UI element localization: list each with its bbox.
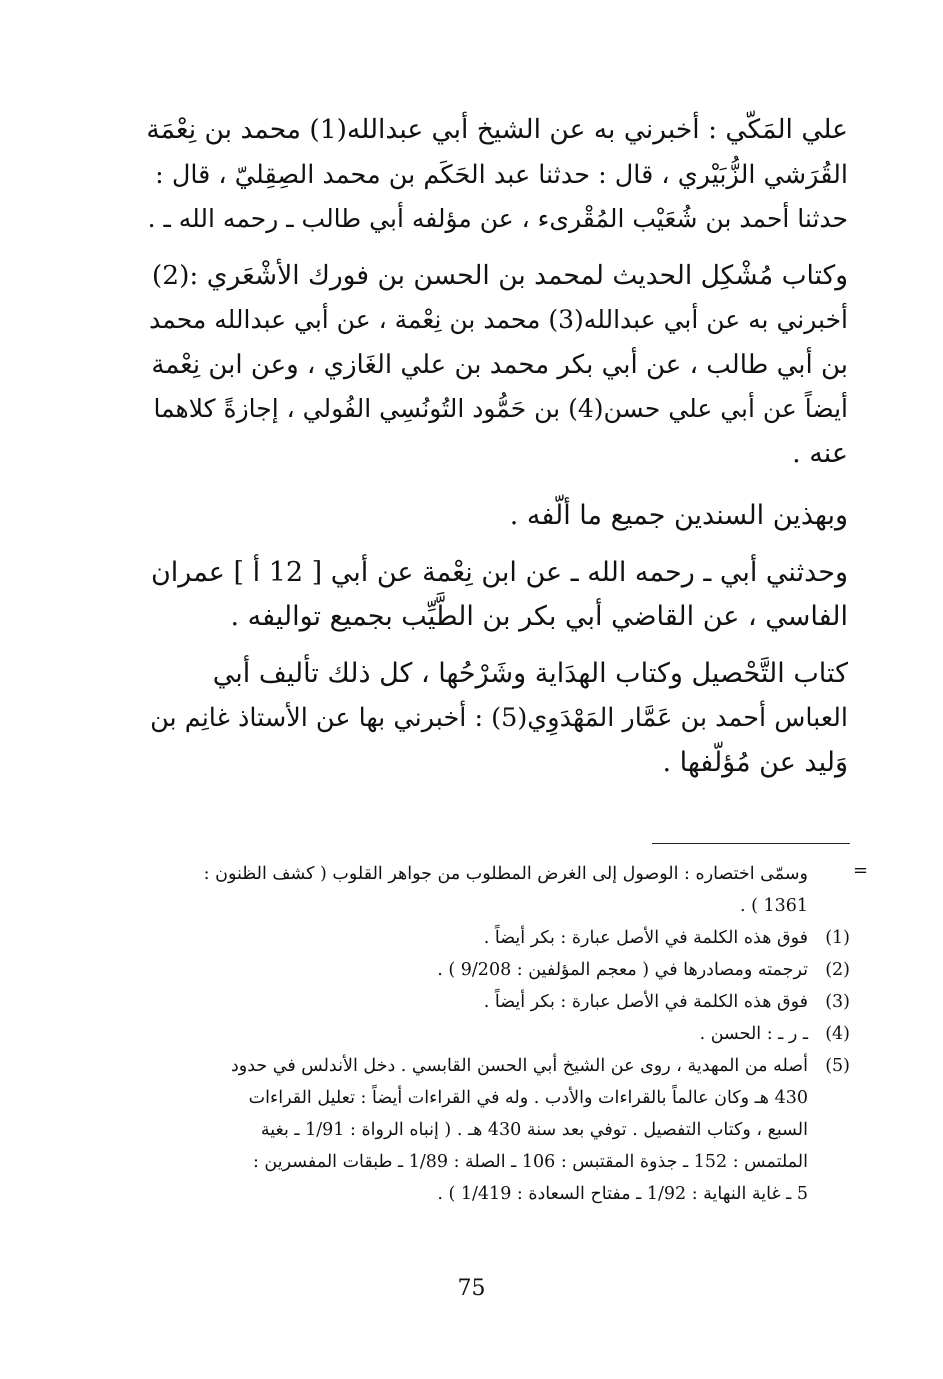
footnote-item <box>145 1050 850 1082</box>
footnote-item <box>145 922 850 954</box>
main-text-block <box>143 108 848 785</box>
footnote-text: فوق هذه الكلمة في الأصل عبارة : بكر أيضاً . <box>483 992 808 1012</box>
footnote-separator <box>652 843 850 844</box>
text-line: أيضاً عن أبي علي حسن(4) بن حَمُّود التُونُسِي الفُولي ، إجازةً كلاهما <box>153 394 848 423</box>
footnote-continuation-line: الملتمس : 152 ـ جذوة المقتبس : 106 ـ الصلة : 1/89 ـ طبقات المفسرين : <box>252 1152 808 1172</box>
text-line: الفاسي ، عن القاضي أبي بكر بن الطَّيِّب بجميع تواليفه . <box>230 601 848 632</box>
text-line: علي المَكّي : أخبرني به عن الشيخ أبي عبدالله(1) محمد بن نِعْمَة <box>146 114 848 145</box>
text-line: عنه . <box>792 437 848 469</box>
text-line: العباس أحمد بن عَمَّار المَهْدَوِي(5) : أخبرني بها عن الأستاذ غانِم بن <box>150 703 848 733</box>
footnote-text: فوق هذه الكلمة في الأصل عبارة : بكر أيضاً . <box>483 928 808 948</box>
footnote-number: (2) <box>825 960 850 980</box>
footnote-number: (4) <box>825 1024 850 1044</box>
page-number: 75 <box>457 1276 486 1301</box>
text-line: القُرَشي الزُّبَيْري ، قال : حدثنا عبد الحَكَم بن محمد الصِقِليّ ، قال : <box>155 159 848 190</box>
footnote-item <box>145 954 850 986</box>
footnote-continuation-line: وسمّى اختصاره : الوصول إلى الغرض المطلوب من جواهر القلوب ( كشف الظنون : <box>203 864 808 884</box>
text-line: وبهذين السندين جميع ما ألّفه . <box>509 500 848 531</box>
footnote-continuation-line: 430 هـ وكان عالماً بالقراءات والأدب . وله في القراءات أيضاً : تعليل القراءات <box>248 1088 808 1108</box>
text-line: وَليد عن مُؤلّفها . <box>662 746 848 778</box>
footnote-number: (3) <box>825 992 850 1012</box>
footnote-number: (5) <box>825 1056 850 1076</box>
footnote-continuation-line: السبع ، وكتاب التفصيل . توفي بعد سنة 430 هـ . ( إنباه الرواة : 1/91 ـ بغية <box>260 1120 808 1140</box>
footnote-item <box>145 986 850 1018</box>
footnote-text: ـ ر ـ : الحسن . <box>699 1024 808 1044</box>
footnote-continuation-line: 5 ـ غاية النهاية : 1/92 ـ مفتاح السعادة : 1/419 ) . <box>437 1184 808 1204</box>
text-line: أخبرني به عن أبي عبدالله(3) محمد بن نِعْمة ، عن أبي عبدالله محمد <box>149 305 848 334</box>
text-line: وحدثني أبي ـ رحمه الله ـ عن ابن نِعْمة عن أبي [ 12 أ ] عمران <box>150 556 848 588</box>
footnote-continuation-marker: = <box>853 860 869 881</box>
text-line: كتاب التَّحْصيل وكتاب الهدَاية وشَرْحُها ، كل ذلك تأليف أبي <box>212 657 848 689</box>
footnote-number: (1) <box>825 928 850 948</box>
text-line: وكتاب مُشْكِل الحديث لمحمد بن الحسن بن فورك الأشْعَري :(2) <box>151 259 848 291</box>
text-line: حدثنا أحمد بن شُعَيْب المُقْرىء ، عن مؤلفه أبي طالب ـ رحمه الله ـ . <box>147 204 848 233</box>
footnote-text: ترجمته ومصادرها في ( معجم المؤلفين : 9/208 ) . <box>437 960 808 980</box>
text-line: بن أبي طالب ، عن أبي بكر محمد بن علي الغَازي ، وعن ابن نِعْمة <box>151 349 848 380</box>
footnotes-block <box>145 858 850 1210</box>
footnote-item <box>145 1018 850 1050</box>
footnote-continuation-line: 1361 ) . <box>739 896 808 916</box>
footnote-text: أصله من المهدية ، روى عن الشيخ أبي الحسن القابسي . دخل الأندلس في حدود <box>230 1056 808 1076</box>
